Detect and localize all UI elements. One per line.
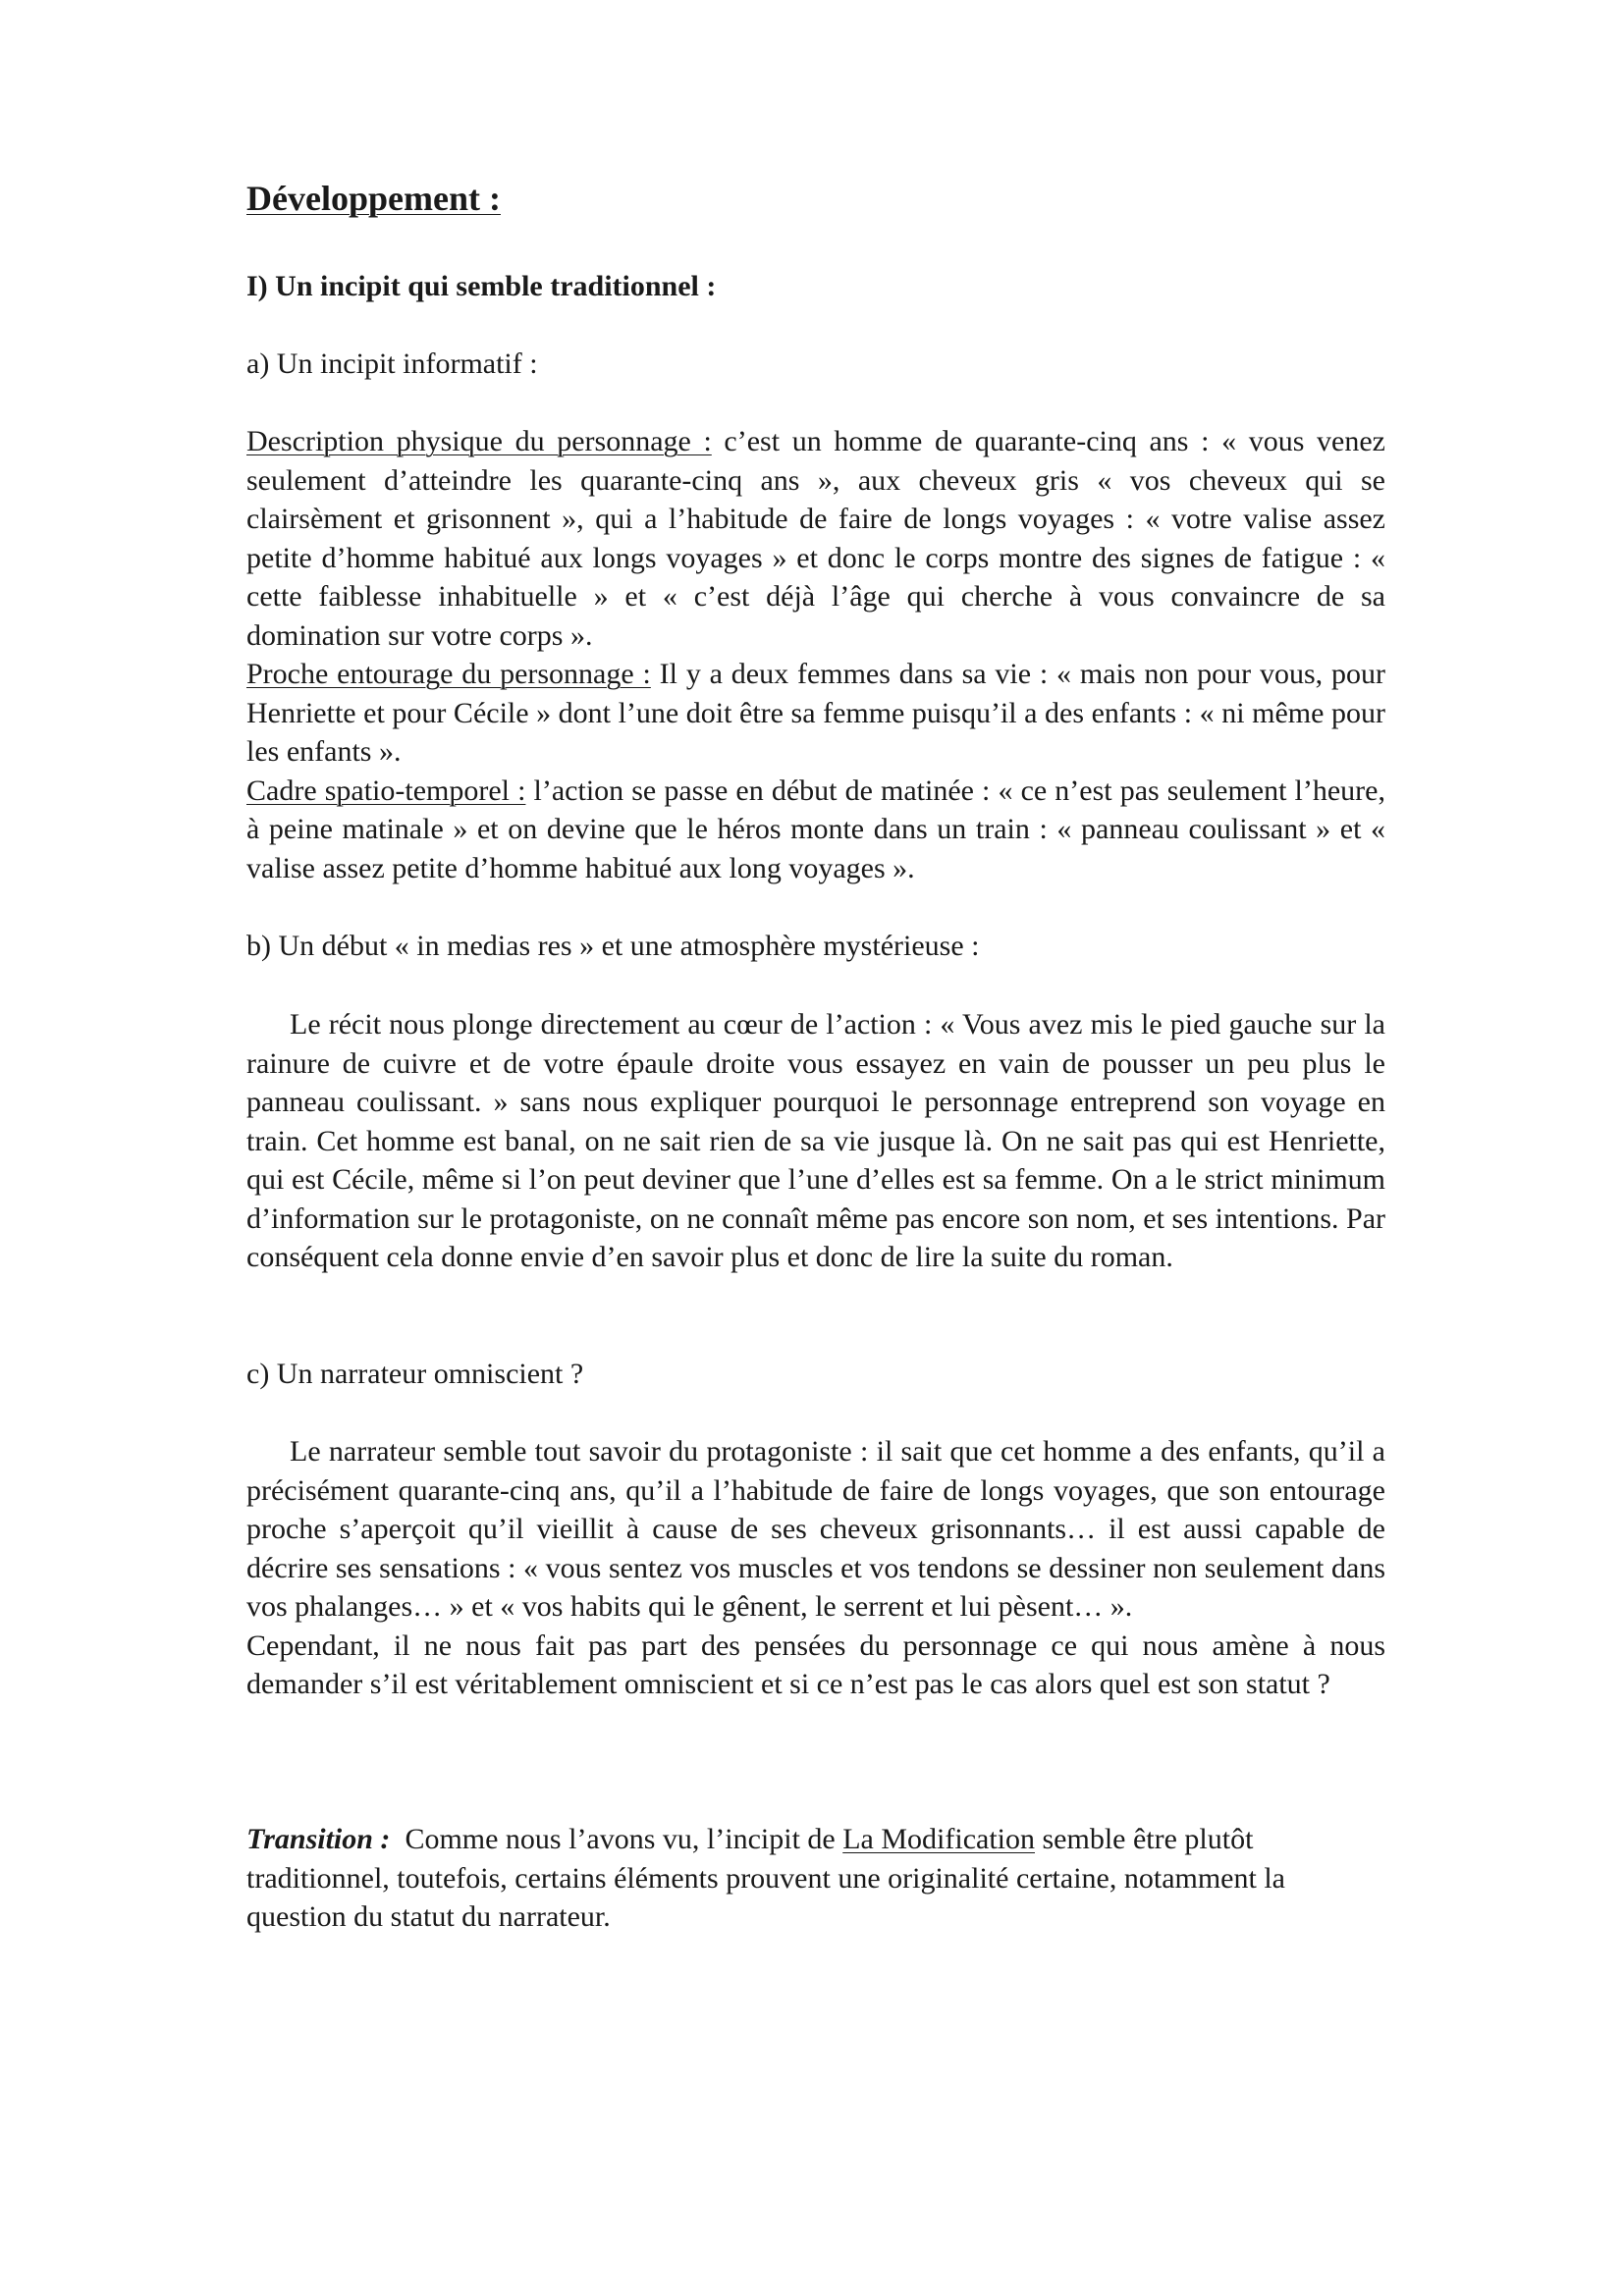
physical-description-text: c’est un homme de quarante-cinq ans : « vous venez seulement d’atteindre les quarante-cinq ans », aux cheveux gris « vos cheveux qui se clairsèment et grisonnent », qui a l’habitude de faire de longs voyages : « votre valise assez petite d’homme habitué aux longs voyages » et donc le corps montre des signes de fatigue : « cette faiblesse inhabituelle » et « c’est déjà l’âge qui cherche à vous convaincre de sa domination sur votre corps ». — [246, 425, 1385, 652]
setting-paragraph — [246, 772, 1385, 888]
setting-label: Cadre spatio-temporel : — [246, 774, 526, 807]
physical-description-label: Description physique du personnage : — [246, 425, 712, 457]
book-title: La Modification — [842, 1823, 1035, 1855]
physical-description-paragraph — [246, 422, 1385, 655]
sub-c-paragraph-1: Le narrateur semble tout savoir du protagoniste : il sait que cet homme a des enfants, qu’il a précisément quarante-cinq ans, qu’il a l’habitude de faire de longs voyages, que son entourage proche s’aperçoit qu’il vieillit à cause de ses cheveux grisonnants… il est aussi capable de décrire ses sensations : « vous sentez vos muscles et vos tendons se dessiner non seulement dans vos phalanges… » et « vos habits qui le gênent, le serrent et lui pèsent… ». — [246, 1435, 1385, 1623]
transition-paragraph — [246, 1820, 1385, 1937]
transition-text-after: semble être plutôt traditionnel, toutefois, certains éléments prouvent une originalité certaine, notamment la question du statut du narrateur. — [246, 1823, 1285, 1933]
transition-label: Transition : — [246, 1823, 391, 1855]
sub-b-heading: b) Un début « in medias res » et une atmosphère mystérieuse : — [246, 930, 980, 962]
sub-a-body — [246, 422, 1385, 887]
entourage-text: Il y a deux femmes dans sa vie : « mais non pour vous, pour Henriette et pour Cécile » dont l’une doit être sa femme puisqu’il a des enfants : « ni même pour les enfants ». — [246, 658, 1385, 768]
part1-heading: I) Un incipit qui semble traditionnel : — [246, 270, 717, 302]
entourage-label: Proche entourage du personnage : — [246, 658, 651, 690]
sub-b-paragraph: Le récit nous plonge directement au cœur de l’action : « Vous avez mis le pied gauche sur la rainure de cuivre et de votre épaule droite vous essayez en vain de pousser un peu plus le panneau coulissant. » sans nous expliquer pourquoi le personnage entreprend son voyage en train. Cet homme est banal, on ne sait rien de sa vie jusque là. On ne sait pas qui est Henriette, qui est Cécile, même si l’on peut deviner que l’une d’elles est sa femme. On a le strict minimum d’information sur le protagoniste, on ne connaît même pas encore son nom, et ses intentions. Par conséquent cela donne envie d’en savoir plus et donc de lire la suite du roman. — [246, 1008, 1385, 1273]
page-title: Développement : — [246, 179, 501, 218]
sub-c-paragraph-2: Cependant, il ne nous fait pas part des pensées du personnage ce qui nous amène à nous demander s’il est véritablement omniscient et si ce n’est pas le cas alors quel est son statut ? — [246, 1629, 1385, 1700]
sub-c-body — [246, 1432, 1385, 1704]
setting-text: l’action se passe en début de matinée : « ce n’est pas seulement l’heure, à peine matinale » et on devine que le héros monte dans un train : « panneau coulissant » et « valise assez petite d’homme habitué aux long voyages ». — [246, 774, 1385, 884]
transition-text-before: Comme nous l’avons vu, l’incipit de — [390, 1823, 843, 1855]
entourage-paragraph — [246, 655, 1385, 772]
sub-c-heading: c) Un narrateur omniscient ? — [246, 1358, 584, 1390]
sub-a-heading: a) Un incipit informatif : — [246, 347, 538, 380]
